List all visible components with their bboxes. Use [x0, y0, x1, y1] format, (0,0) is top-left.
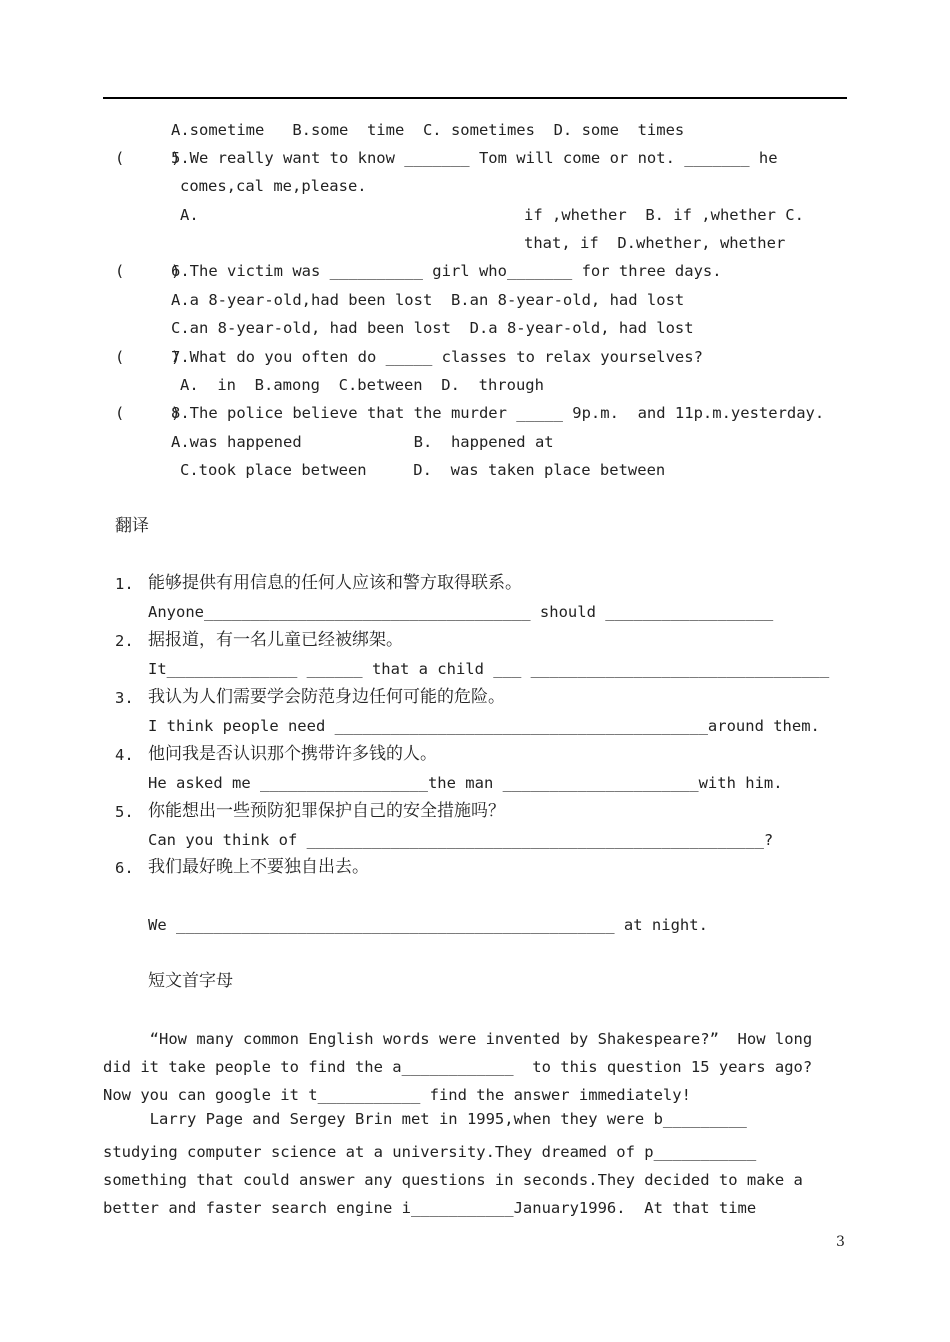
translation-item-english: Can you think of _________________________________________________? [148, 831, 774, 849]
q8-options-line1: A.was happened B. happened at [171, 433, 554, 451]
translation-item-english: He asked me __________________the man _____________________with him. [148, 774, 783, 792]
translation-item-number: 4. [115, 746, 134, 764]
translation-item-number: 1. [115, 575, 134, 593]
translation-item-number: 2. [115, 632, 134, 650]
q8-stem: 8.The police believe that the murder _____ 9p.m. and 11p.m.yesterday. [171, 404, 825, 422]
translation-heading: 翻译 [115, 516, 149, 536]
cloze-line: studying computer science at a university.They dreamed of p___________ [103, 1143, 757, 1161]
translation-item-chinese: 我们最好晚上不要独自出去。 [148, 857, 369, 877]
translation-item-chinese: 你能想出一些预防犯罪保护自己的安全措施吗？ [148, 801, 505, 821]
q4-options: A.sometime B.some time C. sometimes D. some times [171, 121, 685, 139]
page-number: 3 [836, 1234, 845, 1250]
translation-item-chinese: 他问我是否认识那个携带许多钱的人。 [148, 744, 437, 764]
q6-paren: ( ) [115, 262, 181, 280]
cloze-line: Now you can google it t___________ find the answer immediately! [103, 1086, 691, 1104]
q7-options: A. in B.among C.between D. through [180, 376, 544, 394]
q6-options-line2: C.an 8-year-old, had been lost D.a 8-year-old, had lost [171, 319, 694, 337]
translation-item-number: 6. [115, 859, 134, 877]
translation-item-english: I think people need ________________________________________around them. [148, 717, 820, 735]
q7-paren: ( ) [115, 348, 181, 366]
q8-paren: ( ) [115, 404, 181, 422]
q8-options-line2: C.took place between D. was taken place between [180, 461, 666, 479]
translation-item-number: 5. [115, 803, 134, 821]
cloze-heading: 短文首字母 [148, 971, 233, 991]
translation-item-chinese: 能够提供有用信息的任何人应该和警方取得联系。 [148, 573, 522, 593]
q7-stem: 7.What do you often do _____ classes to relax yourselves? [171, 348, 703, 366]
cloze-line: did it take people to find the a____________ to this question 15 years ago? [103, 1058, 813, 1076]
q5-stem: 5.We really want to know _______ Tom will come or not. _______ he [171, 149, 778, 167]
cloze-line: something that could answer any questions in seconds.They decided to make a [103, 1171, 803, 1189]
translation-item-english: We _______________________________________________ at night. [148, 916, 708, 934]
q6-options-line1: A.a 8-year-old,had been lost B.an 8-year-old, had lost [171, 291, 685, 309]
cloze-line: Larry Page and Sergey Brin met in 1995,when they were b_________ [103, 1110, 747, 1128]
q5-paren: ( ) [115, 149, 181, 167]
q6-stem: 6.The victim was __________ girl who_______ for three days. [171, 262, 722, 280]
cloze-line: better and faster search engine i___________January1996. At that time [103, 1199, 757, 1217]
header-rule [103, 97, 847, 99]
translation-item-chinese: 我认为人们需要学会防范身边任何可能的危险。 [148, 687, 505, 707]
translation-item-english: It______________ ______ that a child ___ ________________________________ [148, 660, 830, 678]
translation-item-number: 3. [115, 689, 134, 707]
q5-options-line2: that, if D.whether, whether [524, 234, 786, 252]
q5-stem-cont: comes,cal me,please. [180, 177, 367, 195]
cloze-line: “How many common English words were invented by Shakespeare?” How long [103, 1030, 813, 1048]
translation-item-english: Anyone___________________________________ should __________________ [148, 603, 774, 621]
q5-option-a: A. [180, 206, 199, 224]
translation-item-chinese: 据报道，有一名儿童已经被绑架。 [148, 630, 403, 650]
q5-options-line1: if ,whether B. if ,whether C. [524, 206, 804, 224]
